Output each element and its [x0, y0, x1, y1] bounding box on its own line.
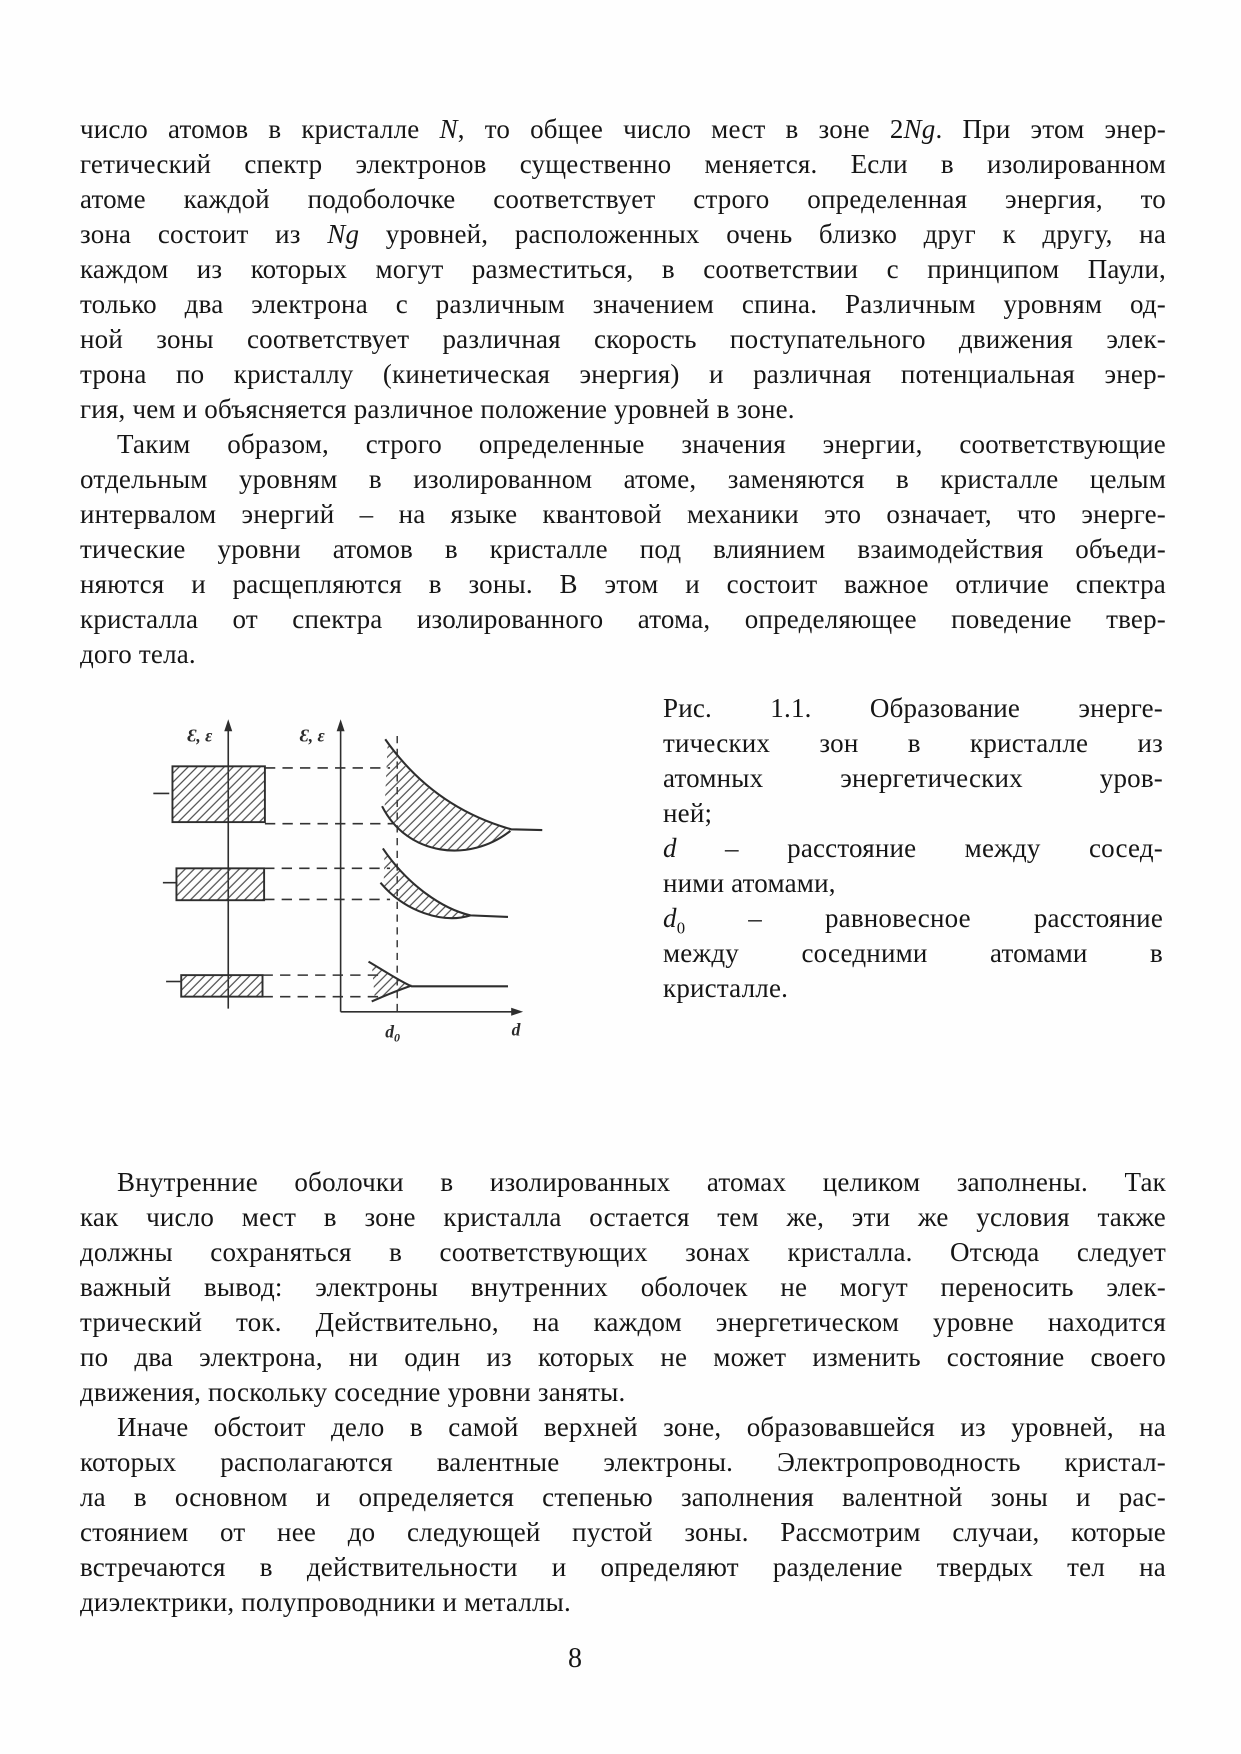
text-segment: интервалом энергий – на языке квантовой механики это означает, что энерге-	[80, 499, 1166, 529]
text-segment: между соседними атомами в	[663, 938, 1163, 968]
left-axis-arrow-icon	[224, 719, 232, 731]
text-segment: тических зон в кристалле из	[663, 728, 1163, 758]
isolated-atom-diagram	[153, 719, 265, 1008]
text-line	[663, 866, 1163, 901]
text-segment: – равновесное расстояние	[685, 903, 1163, 933]
text-line	[80, 567, 1166, 602]
figure-caption	[663, 691, 1163, 1006]
text-segment: важный вывод: электроны внутренних оболочек не могут переносить элек-	[80, 1272, 1166, 1302]
left-energy-axis-label: Ɛ, ε	[187, 725, 213, 746]
text-segment: уровней, расположенных очень близко друг к другу, на	[359, 219, 1167, 249]
text-segment: кристалле.	[663, 973, 789, 1003]
text-segment: ной зоны соответствует различная скорость поступательного движения элек-	[80, 324, 1166, 354]
text-line	[80, 532, 1166, 567]
text-segment: атоме каждой подоболочке соответствует строго определенная энергия, то	[80, 184, 1166, 214]
distance-axis-label: d	[511, 1019, 521, 1040]
text-segment: отдельным уровням в изолированном атоме, заменяются в кристалле целым	[80, 464, 1166, 494]
text-line	[80, 1375, 1166, 1410]
page-number: 8	[568, 1643, 582, 1674]
text-line	[663, 901, 1163, 936]
text-line	[663, 761, 1163, 796]
text-line	[80, 1445, 1166, 1480]
text-segment: встречаются в действительности и определяют разделение твердых тел на	[80, 1552, 1166, 1582]
text-segment: гетический спектр электронов существенно меняется. Если в изолированном	[80, 149, 1166, 179]
atomic-level-band-1	[172, 766, 264, 822]
text-segment: тические уровни атомов в кристалле под влиянием взаимодействия объеди-	[80, 534, 1166, 564]
text-segment: только два электрона с различным значением спина. Различным уровням од-	[80, 289, 1166, 319]
text-segment: число атомов в кристалле	[80, 114, 440, 144]
text-segment: гия, чем и объясняется различное положение уровней в зоне.	[80, 394, 795, 424]
text-segment: N	[439, 114, 458, 144]
text-segment: d	[663, 833, 677, 863]
text-segment: Таким образом, строго определенные значения энергии, соответствующие	[117, 429, 1166, 459]
text-segment: диэлектрики, полупроводники и металлы.	[80, 1587, 571, 1617]
crystal-band-3	[369, 962, 508, 1002]
text-line	[80, 182, 1166, 217]
text-line	[80, 1200, 1166, 1235]
text-line	[80, 252, 1166, 287]
text-line	[80, 112, 1166, 147]
text-segment: – расстояние между сосед-	[676, 833, 1163, 863]
text-segment: ла в основном и определяется степенью заполнения валентной зоны и рас-	[80, 1482, 1166, 1512]
text-segment: трона по кристаллу (кинетическая энергия) и различная потенциальная энер-	[80, 359, 1166, 389]
text-line	[663, 796, 1163, 831]
atomic-level-band-2	[176, 868, 264, 900]
text-segment: зона состоит из	[80, 219, 328, 249]
crystal-band-2	[380, 848, 508, 918]
text-segment: как число мест в зоне кристалла остается тем же, эти же условия также	[80, 1202, 1166, 1232]
text-segment: , то общее число мест в зоне 2	[457, 114, 904, 144]
text-line	[80, 1270, 1166, 1305]
text-line	[663, 936, 1163, 971]
text-segment: трический ток. Действительно, на каждом энергетическом уровне находится	[80, 1307, 1166, 1337]
text-segment: ними атомами,	[663, 868, 836, 898]
text-line	[80, 497, 1166, 532]
text-segment: должны сохраняться в соответствующих зонах кристалла. Отсюда следует	[80, 1237, 1166, 1267]
text-line	[80, 1165, 1166, 1200]
text-line	[80, 1480, 1166, 1515]
text-segment: Ng	[327, 219, 360, 249]
body-text-block-top	[80, 112, 1166, 672]
text-line	[80, 637, 1166, 672]
text-line	[80, 1410, 1166, 1445]
right-axis-arrow-icon	[337, 719, 345, 731]
text-segment: Иначе обстоит дело в самой верхней зоне, образовавшейся из уровней, на	[117, 1412, 1166, 1442]
crystal-band-1	[382, 739, 542, 850]
text-line	[80, 427, 1166, 462]
text-line	[80, 1515, 1166, 1550]
text-segment: кристалла от спектра изолированного атома, определяющее поведение твер-	[80, 604, 1166, 634]
text-segment: 0	[676, 918, 686, 938]
body-text-block-bottom	[80, 1165, 1166, 1620]
right-energy-axis-label: Ɛ, ε	[299, 725, 325, 746]
distance-axis-arrow-icon	[511, 1008, 523, 1016]
text-line	[80, 1550, 1166, 1585]
text-segment: Внутренние оболочки в изолированных атомах целиком заполнены. Так	[117, 1167, 1166, 1197]
text-line	[663, 971, 1163, 1006]
text-line	[80, 1235, 1166, 1270]
text-segment: d	[663, 903, 677, 933]
text-line	[80, 1305, 1166, 1340]
text-segment: Ng	[903, 114, 936, 144]
text-segment: дого тела.	[80, 639, 196, 669]
figure-1-1	[135, 675, 665, 1080]
text-line	[663, 726, 1163, 761]
text-line	[80, 462, 1166, 497]
text-segment: которых располагаются валентные электроны. Электропроводность кристал-	[80, 1447, 1166, 1477]
text-line	[80, 357, 1166, 392]
d0-label: $d_0$	[385, 1021, 400, 1045]
text-line	[80, 322, 1166, 357]
text-segment: . При этом энер-	[935, 114, 1167, 144]
text-line	[663, 831, 1163, 866]
text-segment: ней;	[663, 798, 713, 828]
text-segment: стоянием от нее до следующей пустой зоны. Рассмотрим случаи, которые	[80, 1517, 1166, 1547]
text-segment: по два электрона, ни один из которых не может изменить состояние своего	[80, 1342, 1166, 1372]
atomic-level-band-3	[181, 975, 262, 997]
text-segment: каждом из которых могут разместиться, в соответствии с принципом Паули,	[80, 254, 1166, 284]
text-line	[80, 1340, 1166, 1375]
text-line	[80, 392, 1166, 427]
text-line	[80, 602, 1166, 637]
text-segment: няются и расщепляются в зоны. В этом и состоит важное отличие спектра	[80, 569, 1166, 599]
text-line	[80, 287, 1166, 322]
text-segment: движения, поскольку соседние уровни заняты.	[80, 1377, 626, 1407]
energy-band-diagram	[135, 675, 665, 1080]
text-segment: атомных энергетических уров-	[663, 763, 1163, 793]
text-line	[663, 691, 1163, 726]
text-line	[80, 1585, 1166, 1620]
text-line	[80, 217, 1166, 252]
projection-dashed-lines	[263, 768, 395, 997]
text-line	[80, 147, 1166, 182]
text-segment: Рис. 1.1. Образование энерге-	[663, 693, 1163, 723]
